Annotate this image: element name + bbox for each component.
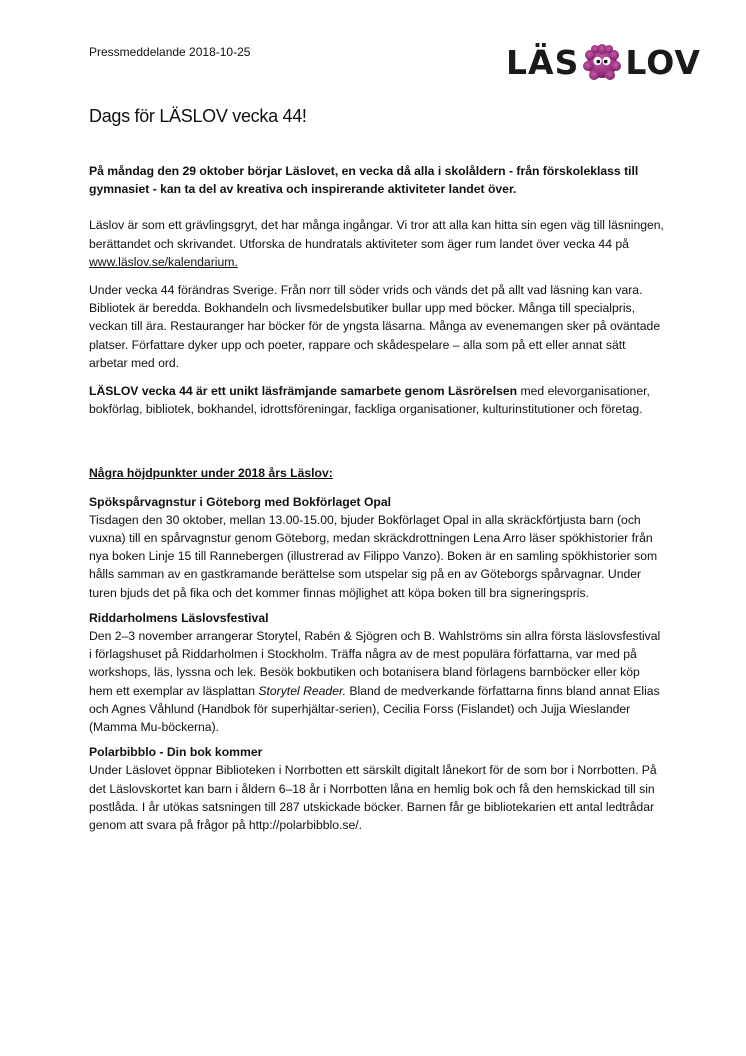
highlight-body-part: Den 2–3 november arrangerar Storytel, Rabén & Sjögren och B. Wahlströms sin allra första läslovsfestival i förlagshuset på Riddarholmen i Stockholm. Träffa några av de mest populära författarna, var med på workshops, läs, lyssna och lek. Besök bokbutiken och botanisera bland förlagens barnböcker eller köp hem ett exemplar av läsplattan (89, 629, 661, 698)
logo-text-right: LOV (625, 42, 701, 82)
purple-fluffy-monster-icon (582, 42, 622, 82)
press-release-date: Pressmeddelande 2018-10-25 (89, 45, 251, 59)
logo-text-left: LÄS (506, 42, 580, 82)
paragraph-week44: Under vecka 44 förändras Sverige. Från norr till söder vrids och vänds det på allt vad läsning kan vara. Bibliotek är beredda. Bokhandeln och livsmedelsbutiker bullar upp med böcker. Många till specialpris, veckan till ära. Restauranger har böcker för de yngsta läsarna. Många av evenemangen sker på oväntade platser. Författare dyker upp och poeter, rappare och skådespelare – alla som på ett eller annat sätt arbetar med ord. (89, 283, 661, 370)
highlight-item (89, 493, 664, 602)
highlights-heading: Några höjdpunkter under 2018 års Läslov: (89, 466, 333, 481)
highlight-body: Tisdagen den 30 oktober, mellan 13.00-15.00, bjuder Bokförlaget Opal in alla skräckförtjusta barn (och vuxna) till en spårvagnstur genom Göteborg, medan skräckdrottningen Lena Arro läser spökhistorier från nya boken Linje 15 till Rannebergen (illustrerad av Filippo Vanzo). Boken är en samling spökhistorier som hålls samman av en gastkramande berättelse som utspelar sig på en av Göteborgs spårvagnar. Under turen bjuds det på fika och det kommer finnas möjlighet att köpa boken till bra signeringspris. (89, 512, 658, 600)
highlight-body: Under Läslovet öppnar Biblioteken i Norrbotten ett särskilt digitalt lånekort för de som bor i Norrbotten. På det Läslovskortet kan barn i åldern 6–18 år i Norrbotten låna en hemlig bok och få den hemskickad till sin postlåda. I år utökas satsningen till 287 utskickade böcker. Barnen får ge bibliotekarien ett antal ledtrådar genom att svara på frågor på http://polarbibblo.se/. (89, 763, 657, 833)
laslov-logo (506, 38, 701, 86)
collaboration-text: med elevorganisationer, bokförlag, bibliotek, bokhandel, idrottsföreningar, fackliga organisationer, kulturinstitutioner och företag. (89, 384, 650, 417)
highlight-title: Spökspårvagnstur i Göteborg med Bokförlaget Opal (89, 494, 392, 509)
paragraph-intro (89, 216, 664, 271)
calendar-link[interactable]: www.läslov.se/kalendarium. (89, 254, 238, 269)
page-title: Dags för LÄSLOV vecka 44! (89, 106, 307, 126)
paragraph-intro-text: Läslov är som ett grävlingsgryt, det har många ingångar. Vi tror att alla kan hitta sin egen väg till läsningen, berättandet och skrivandet. Utforska de hundratals aktiviteter som äger rum landet över vecka 44 på (89, 218, 664, 251)
highlight-body (89, 627, 664, 736)
highlight-item (89, 609, 664, 736)
highlight-title: Riddarholmens Läslovsfestival (89, 610, 269, 625)
collaboration-bold-text: LÄSLOV vecka 44 är ett unikt läsfrämjande samarbete genom Läsrörelsen (89, 384, 518, 399)
highlight-title: Polarbibblo - Din bok kommer (89, 745, 263, 760)
press-release-body (89, 162, 664, 841)
paragraph-collaboration (89, 382, 664, 418)
highlight-item (89, 743, 664, 834)
lead-paragraph: På måndag den 29 oktober börjar Läslovet, en vecka då alla i skolåldern - från förskoleklass till gymnasiet - kan ta del av kreativa och inspirerande aktiviteter landet över. (89, 164, 639, 197)
highlight-body-part: Bland de medverkande författarna finns bland annat Elias och Agnes Våhlund (Handbok för superhjältar-serien), Cecilia Forss (Fislandet) och Jujja Wieslander (Mamma Mu-böckerna). (89, 683, 660, 735)
highlight-body-italic: Storytel Reader. (258, 683, 346, 698)
